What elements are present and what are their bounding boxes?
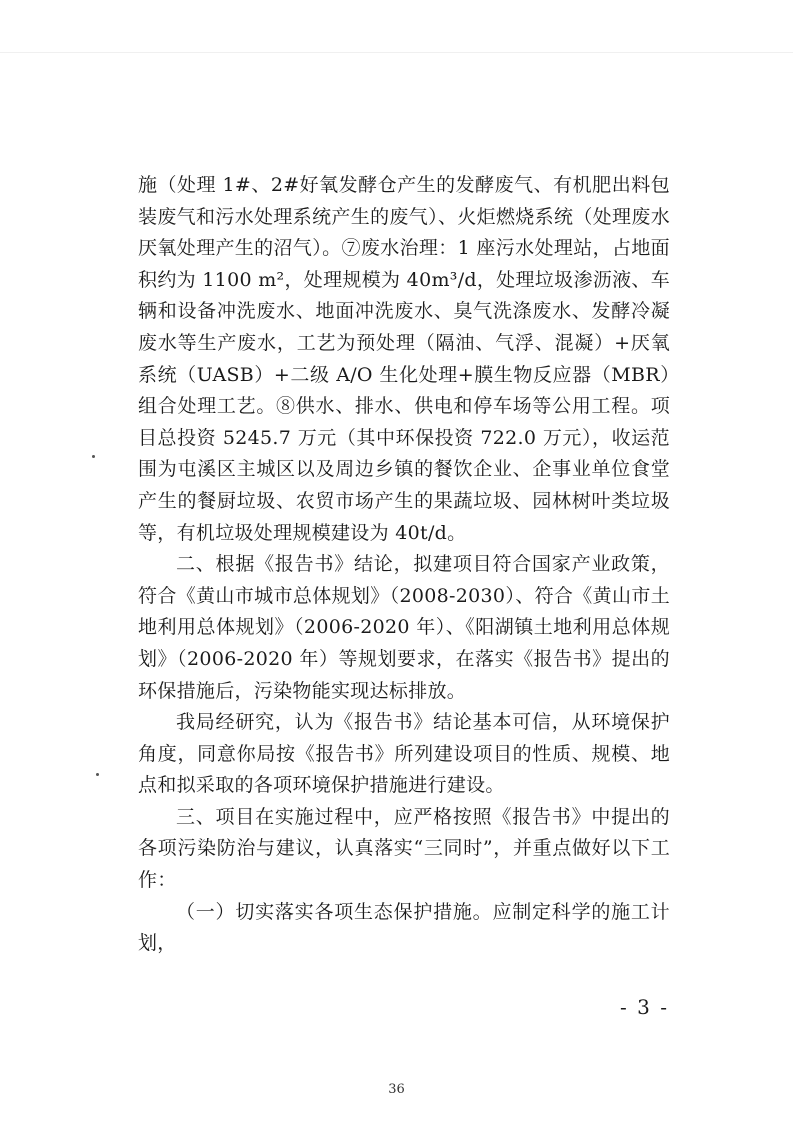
paragraph-implementation-requirements: 三、项目在实施过程中，应严格按照《报告书》中提出的各项污染防治与建议，认真落实“三同时”，并重点做好以下工作：: [138, 805, 670, 892]
scan-speck: [92, 455, 95, 458]
paragraph-conclusion: 二、根据《报告书》结论，拟建项目符合国家产业政策，符合《黄山市城市总体规划》（2008-2030）、符合《黄山市土地利用总体规划》（2006-2020 年）、《阳湖镇土地利用总体规划》（2006-2020 年）等规划要求，在落实《报告书》提出的环保措施后，污染物能实现达标排放。: [138, 553, 670, 702]
footer-page-number: 36: [388, 1082, 405, 1097]
scan-speck: [96, 773, 99, 776]
paragraph-project-description: 施（处理 1#、2#好氧发酵仓产生的发酵废气、有机肥出料包装废气和污水处理系统产生的废气）、火炬燃烧系统（处理废水厌氧处理产生的沼气）。⑦废水治理：1 座污水处理站，占地面积约为 1100 m²，处理规模为 40m³/d，处理垃圾渗沥液、车辆和设备冲洗废水、地面冲洗废水、臭气洗涤废水、发酵冷凝废水等生产废水，工艺为预处理（隔油、气浮、混凝）+厌氧系统（UASB）+二级 A/O 生化处理+膜生物反应器（MBR）组合处理工艺。⑧供水、排水、供电和停车场等公用工程。项目总投资 5245.7 万元（其中环保投资 722.0 万元），收运范围为屯溪区主城区以及周边乡镇的餐饮企业、企事业单位食堂产生的餐厨垃圾、农贸市场产生的果蔬垃圾、园林树叶类垃圾等，有机垃圾处理规模建设为 40t/d。: [138, 174, 670, 544]
paragraph-ecological-protection: （一）切实落实各项生态保护措施。应制定科学的施工计划，: [138, 900, 670, 955]
paragraph-bureau-approval: 我局经研究，认为《报告书》结论基本可信，从环境保护角度，同意你局按《报告书》所列建设项目的性质、规模、地点和拟采取的各项环境保护措施进行建设。: [138, 711, 670, 797]
document-body: [138, 170, 670, 960]
page-top-edge: [0, 0, 793, 53]
page-number: - 3 -: [620, 995, 669, 1019]
